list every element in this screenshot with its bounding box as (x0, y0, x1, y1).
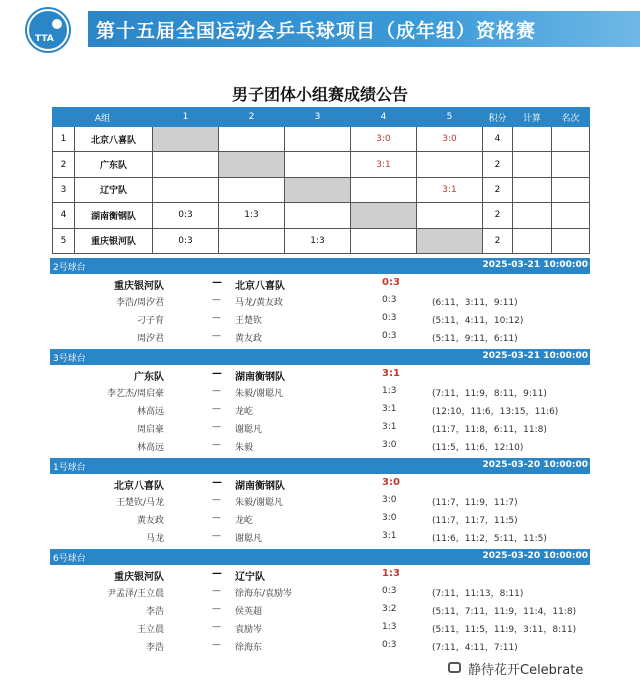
result-cell: 1:3 (219, 203, 285, 228)
team-match-row (50, 565, 590, 583)
standings-row (53, 177, 590, 202)
player-a: 马龙 (145, 534, 164, 544)
player-b: 侯英超 (235, 607, 263, 617)
player-b: 朱毅/谢聪凡 (235, 498, 284, 508)
player-a: 王楚钦/马龙 (115, 498, 164, 508)
player-b: 黄友政 (235, 334, 263, 344)
points-cell: 2 (483, 177, 513, 202)
match-section (50, 258, 590, 346)
result-cell (219, 228, 285, 253)
result-cell: 3:1 (351, 152, 417, 177)
result-cell (351, 177, 417, 202)
dash: — (212, 368, 222, 379)
game-score: 3:1 (382, 531, 397, 541)
game-detail: (7:11，4:11，7:11) (432, 643, 518, 653)
team-a: 广东队 (134, 372, 164, 383)
match-time: 2025-03-20 10:00:00 (482, 460, 588, 470)
dash: — (212, 604, 221, 614)
row-number: 1 (53, 127, 75, 152)
game-detail: (5:11，9:11，6:11) (432, 334, 518, 344)
game-row (50, 383, 590, 401)
player-a: 尹孟泽/王立晨 (106, 589, 164, 599)
points-header: 积分 (483, 108, 513, 127)
result-cell (417, 203, 483, 228)
game-row (50, 401, 590, 419)
player-b: 谢聪凡 (235, 425, 263, 435)
team-match-row (50, 365, 590, 383)
calc-cell (513, 152, 552, 177)
column-header: 4 (351, 108, 417, 127)
game-detail: (11:7，11:7，11:5) (432, 516, 518, 526)
dash: — (212, 622, 221, 632)
match-section (50, 458, 590, 546)
table-number: 6号球台 (53, 554, 86, 564)
header-banner (0, 0, 640, 58)
game-detail: (11:5，11:6，12:10) (432, 443, 524, 453)
rank-cell (552, 228, 590, 253)
result-cell (285, 152, 351, 177)
dash: — (212, 586, 221, 596)
player-a: 王立晨 (136, 625, 164, 635)
player-a: 周启豪 (136, 425, 164, 435)
game-detail: (11:7，11:9，11:7) (432, 498, 518, 508)
team-b: 辽宁队 (235, 572, 265, 583)
game-detail: (11:7，11:8，6:11，11:8) (432, 425, 547, 435)
dash: — (212, 440, 221, 450)
game-detail: (5:11，11:5，11:9，3:11，8:11) (432, 625, 577, 635)
dash: — (212, 277, 222, 288)
team-b: 湖南衡钢队 (235, 481, 285, 492)
result-cell: 3:1 (417, 177, 483, 202)
result-cell: 0:3 (153, 203, 219, 228)
dash: — (212, 531, 221, 541)
game-detail: (5:11，7:11，11:9，11:4，11:8) (432, 607, 577, 617)
standings-header-row (53, 108, 590, 127)
calc-cell (513, 228, 552, 253)
dash: — (212, 513, 221, 523)
dash: — (212, 640, 221, 650)
column-header: 2 (219, 108, 285, 127)
result-cell (417, 152, 483, 177)
game-score: 0:3 (382, 640, 397, 650)
game-detail: (7:11，11:13，8:11) (432, 589, 524, 599)
match-section (50, 349, 590, 455)
result-cell (219, 152, 285, 177)
team-score: 0:3 (382, 277, 400, 288)
team-name: 辽宁队 (75, 177, 153, 202)
player-a: 林高远 (136, 443, 164, 453)
team-b: 湖南衡钢队 (235, 372, 285, 383)
result-cell (417, 228, 483, 253)
tv-icon (448, 662, 461, 673)
dash: — (212, 422, 221, 432)
calc-cell (513, 127, 552, 152)
dash: — (212, 477, 222, 488)
game-row (50, 328, 590, 346)
row-number: 4 (53, 203, 75, 228)
game-row (50, 292, 590, 310)
game-score: 3:2 (382, 604, 397, 614)
svg-text:TTA: TTA (35, 34, 54, 44)
result-cell (351, 203, 417, 228)
match-header (50, 549, 590, 565)
dash: — (212, 568, 222, 579)
game-score: 3:1 (382, 422, 397, 432)
game-score: 0:3 (382, 295, 397, 305)
result-cell (153, 127, 219, 152)
game-score: 0:3 (382, 331, 397, 341)
result-cell: 0:3 (153, 228, 219, 253)
match-header (50, 458, 590, 474)
result-cell (285, 127, 351, 152)
match-header (50, 258, 590, 274)
game-row (50, 583, 590, 601)
team-name: 湖南衡钢队 (75, 203, 153, 228)
player-a: 林高远 (136, 407, 164, 417)
rank-cell (552, 152, 590, 177)
game-detail: (6:11，3:11，9:11) (432, 298, 518, 308)
player-a: 周汐君 (136, 334, 164, 344)
row-number: 2 (53, 152, 75, 177)
game-row (50, 619, 590, 637)
calc-cell (513, 177, 552, 202)
dash: — (212, 331, 221, 341)
match-time: 2025-03-20 10:00:00 (482, 551, 588, 561)
team-score: 3:0 (382, 477, 400, 488)
points-cell: 2 (483, 152, 513, 177)
game-score: 1:3 (382, 386, 397, 396)
table-number: 2号球台 (53, 263, 86, 273)
rank-cell (552, 127, 590, 152)
points-cell: 2 (483, 228, 513, 253)
column-header: 3 (285, 108, 351, 127)
announcement-subtitle: 男子团体小组赛成绩公告 (231, 85, 408, 104)
team-name: 重庆银河队 (75, 228, 153, 253)
row-number: 5 (53, 228, 75, 253)
player-a: 李浩/周汐君 (115, 298, 164, 308)
match-section (50, 549, 590, 655)
game-score: 3:0 (382, 495, 397, 505)
result-cell: 3:0 (351, 127, 417, 152)
player-b: 龙屹 (235, 516, 254, 526)
player-b: 王楚钦 (235, 316, 263, 326)
game-row (50, 637, 590, 655)
game-row (50, 510, 590, 528)
rank-cell (552, 203, 590, 228)
rank-cell (552, 177, 590, 202)
game-row (50, 419, 590, 437)
player-b: 朱毅/谢聪凡 (235, 389, 284, 399)
column-header: 5 (417, 108, 483, 127)
dash: — (212, 386, 221, 396)
result-cell: 3:0 (417, 127, 483, 152)
watermark (440, 656, 640, 680)
points-cell: 2 (483, 203, 513, 228)
team-score: 3:1 (382, 368, 400, 379)
player-a: 李浩 (145, 607, 164, 617)
result-cell (153, 152, 219, 177)
standings-table (52, 107, 590, 254)
game-row (50, 601, 590, 619)
team-b: 北京八喜队 (235, 281, 285, 292)
calc-cell (513, 203, 552, 228)
result-cell (153, 177, 219, 202)
standings-row (53, 127, 590, 152)
player-b: 徐海东/袁励岑 (235, 589, 293, 599)
result-cell (219, 127, 285, 152)
game-score: 1:3 (382, 622, 397, 632)
player-b: 谢聪凡 (235, 534, 263, 544)
game-row (50, 492, 590, 510)
player-a: 刁子育 (136, 316, 164, 326)
rank-header: 名次 (552, 108, 590, 127)
result-cell (285, 177, 351, 202)
result-cell (285, 203, 351, 228)
team-a: 北京八喜队 (114, 481, 164, 492)
calc-header: 计算 (513, 108, 552, 127)
game-score: 0:3 (382, 313, 397, 323)
player-b: 徐海东 (235, 643, 263, 653)
game-detail: (11:6，11:2，5:11，11:5) (432, 534, 547, 544)
player-b: 朱毅 (235, 443, 254, 453)
dash: — (212, 495, 221, 505)
row-number: 3 (53, 177, 75, 202)
player-b: 龙屹 (235, 407, 254, 417)
points-cell: 4 (483, 127, 513, 152)
game-score: 3:0 (382, 440, 397, 450)
dash: — (212, 313, 221, 323)
watermark-text: 静待花开Celebrate (468, 663, 584, 678)
standings-row (53, 228, 590, 253)
game-score: 0:3 (382, 586, 397, 596)
standings-row (53, 203, 590, 228)
group-header: A组 (53, 108, 153, 127)
table-number: 3号球台 (53, 354, 86, 364)
match-time: 2025-03-21 10:00:00 (482, 351, 588, 361)
association-logo (27, 9, 69, 51)
result-cell: 1:3 (285, 228, 351, 253)
team-a: 重庆银河队 (114, 572, 164, 583)
dash: — (212, 295, 221, 305)
game-detail: (12:10，11:6，13:15，11:6) (432, 407, 559, 417)
player-a: 李艺杰/周启豪 (106, 389, 164, 399)
match-time: 2025-03-21 10:00:00 (482, 260, 588, 270)
result-cell (351, 228, 417, 253)
game-row (50, 528, 590, 546)
player-b: 袁励岑 (235, 625, 263, 635)
game-row (50, 310, 590, 328)
team-match-row (50, 474, 590, 492)
game-row (50, 437, 590, 455)
result-cell (219, 177, 285, 202)
player-a: 李浩 (145, 643, 164, 653)
standings-row (53, 152, 590, 177)
game-score: 3:1 (382, 404, 397, 414)
team-name: 北京八喜队 (75, 127, 153, 152)
game-detail: (5:11，4:11，10:12) (432, 316, 524, 326)
player-b: 马龙/黄友政 (235, 298, 284, 308)
game-score: 3:0 (382, 513, 397, 523)
table-number: 1号球台 (53, 463, 86, 473)
dash: — (212, 404, 221, 414)
match-header (50, 349, 590, 365)
team-score: 1:3 (382, 568, 400, 579)
game-detail: (7:11，11:9，8:11，9:11) (432, 389, 547, 399)
page-title: 第十五届全国运动会乒乓球项目（成年组）资格赛 (96, 20, 537, 42)
column-header: 1 (153, 108, 219, 127)
team-a: 重庆银河队 (114, 281, 164, 292)
team-match-row (50, 274, 590, 292)
player-a: 黄友政 (136, 516, 164, 526)
team-name: 广东队 (75, 152, 153, 177)
